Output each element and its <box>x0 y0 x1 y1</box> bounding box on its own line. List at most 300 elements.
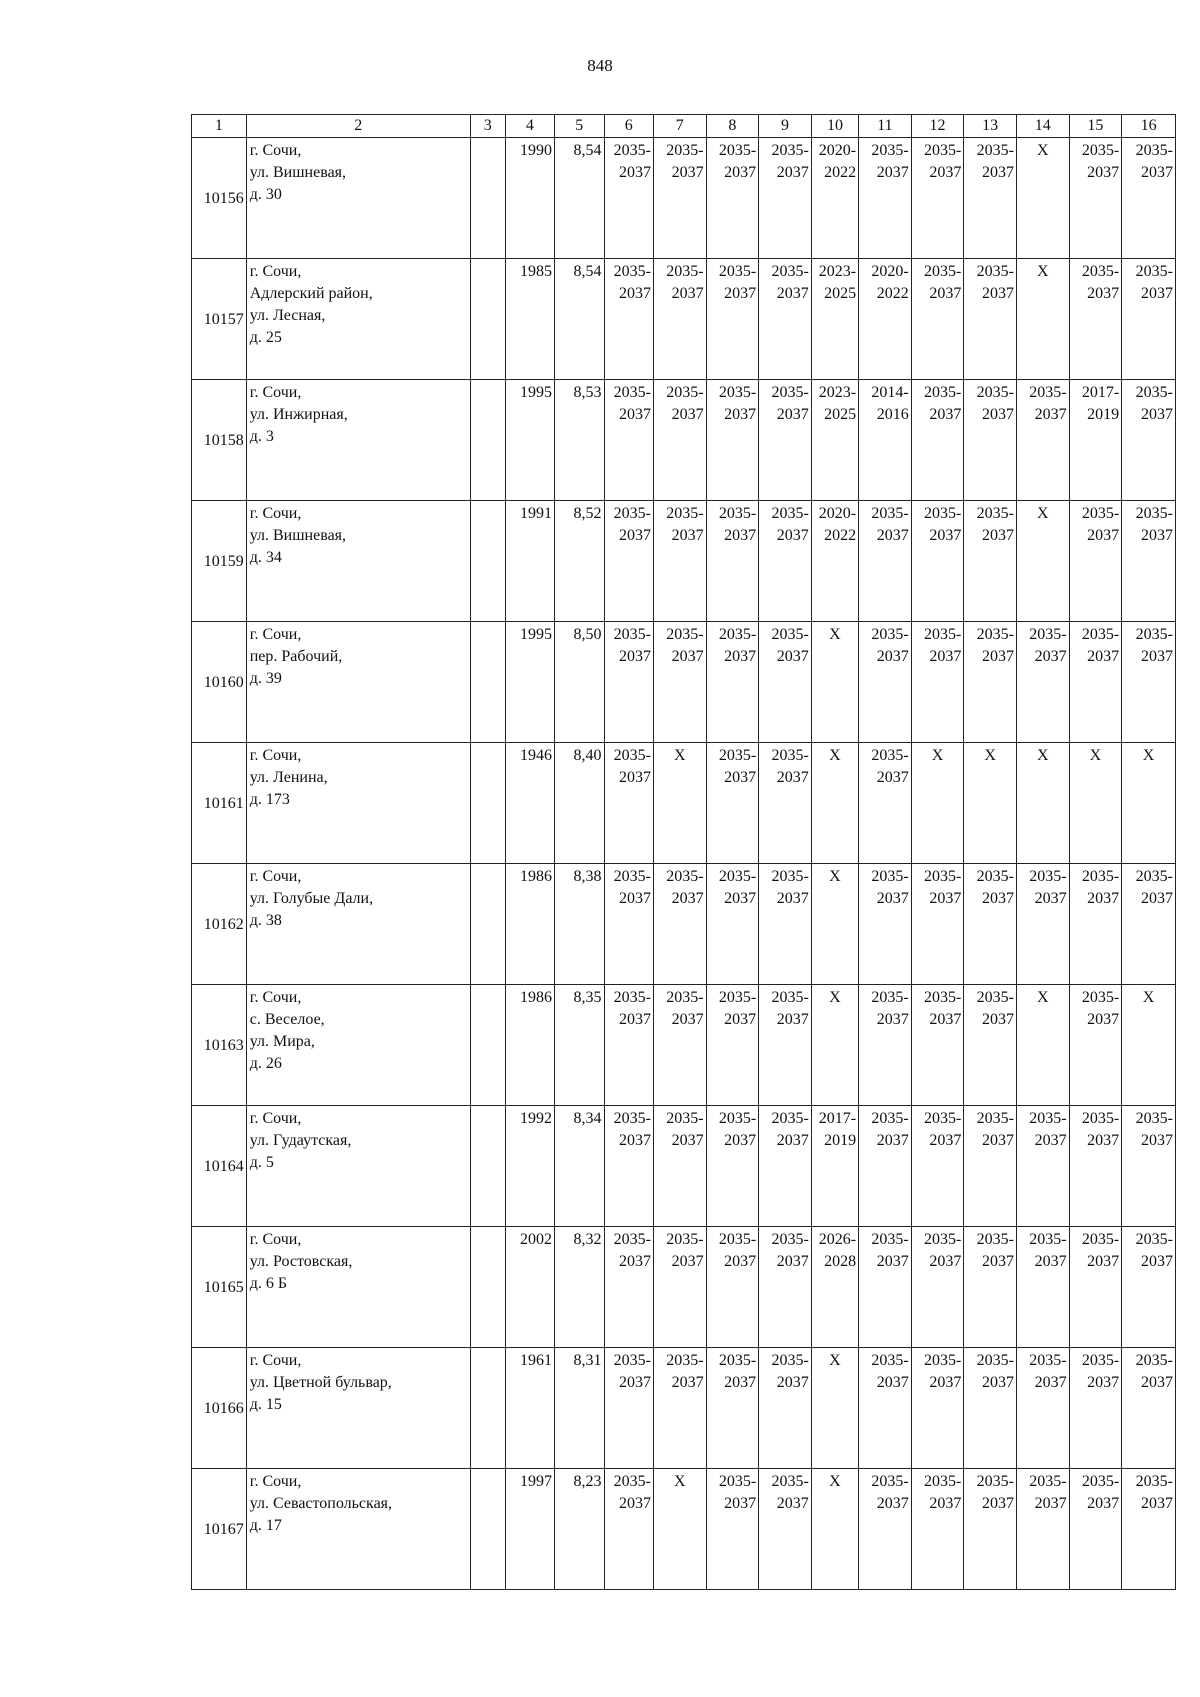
period-start: 2035- <box>1135 505 1173 522</box>
period-cell <box>859 622 912 743</box>
period-start: 2035- <box>1081 1352 1120 1369</box>
period-cell <box>653 380 706 501</box>
period-end: 2037 <box>981 164 1014 181</box>
period-start: 2023- <box>818 263 857 280</box>
period-cell <box>653 1348 706 1469</box>
period-end: 2037 <box>724 285 757 302</box>
period-cell <box>811 138 858 259</box>
period-cell <box>1069 1348 1122 1469</box>
period-cell <box>653 622 706 743</box>
period-end: 2037 <box>929 1011 962 1028</box>
period-cell <box>759 1469 812 1590</box>
period-start: 2035- <box>1135 1110 1173 1127</box>
period-start: 2035- <box>613 989 651 1006</box>
period-start: 2014- <box>871 384 909 401</box>
column-header-13: 13 <box>964 115 1017 138</box>
period-cell <box>911 501 964 622</box>
period-end: 2037 <box>1141 527 1173 544</box>
period-cell <box>604 380 653 501</box>
period-end: 2037 <box>776 1132 809 1149</box>
period-start: 2035- <box>613 626 651 643</box>
period-start: 2035- <box>976 868 1014 885</box>
address-line: ул. Мира, <box>249 1033 315 1050</box>
column-3-cell <box>470 138 505 259</box>
period-cell <box>604 1227 653 1348</box>
period-cell <box>604 743 653 864</box>
record-number: 10161 <box>192 743 247 864</box>
period-cell <box>1122 1106 1176 1227</box>
column-3-cell <box>470 1106 505 1227</box>
period-end: 2037 <box>1087 1011 1120 1028</box>
period-cell <box>759 380 812 501</box>
period-end: 2037 <box>876 1011 909 1028</box>
column-3-cell <box>470 1469 505 1590</box>
column-header-8: 8 <box>706 115 759 138</box>
address-cell <box>246 380 470 501</box>
period-start: 2035- <box>718 142 757 159</box>
period-end: 2037 <box>981 527 1014 544</box>
header-row <box>192 115 1176 138</box>
year-cell: 1961 <box>505 1348 554 1469</box>
period-cell <box>1016 1227 1069 1348</box>
not-applicable-mark: X <box>1069 743 1122 864</box>
address-cell <box>246 1106 470 1227</box>
period-cell <box>759 622 812 743</box>
period-start: 2035- <box>976 505 1014 522</box>
year-cell: 1985 <box>505 259 554 380</box>
period-cell <box>706 1469 759 1590</box>
period-end: 2037 <box>1034 648 1067 665</box>
period-cell <box>1016 1348 1069 1469</box>
period-end: 2037 <box>618 1253 651 1270</box>
address-line: г. Сочи, <box>249 142 302 159</box>
period-cell <box>911 1469 964 1590</box>
address-cell <box>246 1348 470 1469</box>
address-line: г. Сочи, <box>249 1352 302 1369</box>
record-number: 10159 <box>192 501 247 622</box>
period-cell <box>1069 1469 1122 1590</box>
period-cell <box>706 380 759 501</box>
period-end: 2037 <box>981 406 1014 423</box>
period-cell <box>1069 259 1122 380</box>
period-start: 2035- <box>924 1110 962 1127</box>
value-cell: 8,50 <box>555 622 604 743</box>
address-line: ул. Гудаутская, <box>249 1132 352 1149</box>
address-cell <box>246 743 470 864</box>
period-end: 2037 <box>776 1011 809 1028</box>
period-start: 2035- <box>1081 1231 1120 1248</box>
period-cell <box>706 864 759 985</box>
period-start: 2035- <box>718 384 757 401</box>
period-cell <box>911 1227 964 1348</box>
period-cell <box>1069 1227 1122 1348</box>
column-header-6: 6 <box>604 115 653 138</box>
period-start: 2035- <box>718 626 757 643</box>
period-end: 2037 <box>671 890 704 907</box>
page-number: 848 <box>587 56 613 75</box>
column-3-cell <box>470 622 505 743</box>
period-start: 2035- <box>771 142 809 159</box>
period-start: 2035- <box>871 505 909 522</box>
address-cell <box>246 1469 470 1590</box>
period-end: 2037 <box>1034 890 1067 907</box>
value-cell: 8,52 <box>555 501 604 622</box>
period-end: 2037 <box>1141 1495 1173 1512</box>
period-start: 2035- <box>666 142 704 159</box>
period-end: 2037 <box>724 164 757 181</box>
address-line: д. 6 Б <box>249 1275 288 1292</box>
column-header-1: 1 <box>192 115 247 138</box>
address-line: д. 3 <box>249 428 274 445</box>
record-number: 10158 <box>192 380 247 501</box>
table-row <box>192 138 1176 259</box>
period-end: 2037 <box>776 406 809 423</box>
address-line: ул. Цветной бульвар, <box>249 1374 392 1391</box>
period-start: 2035- <box>1135 142 1173 159</box>
period-start: 2035- <box>1081 263 1120 280</box>
period-cell <box>964 1348 1017 1469</box>
address-line: д. 17 <box>249 1517 282 1534</box>
period-end: 2037 <box>1141 890 1173 907</box>
year-cell: 1991 <box>505 501 554 622</box>
period-start: 2035- <box>1135 626 1173 643</box>
period-cell <box>706 1227 759 1348</box>
period-start: 2035- <box>871 989 909 1006</box>
period-cell <box>604 138 653 259</box>
value-cell: 8,38 <box>555 864 604 985</box>
period-end: 2037 <box>671 1132 704 1149</box>
period-end: 2037 <box>724 1132 757 1149</box>
year-cell: 1990 <box>505 138 554 259</box>
period-end: 2037 <box>876 1253 909 1270</box>
period-cell <box>964 1227 1017 1348</box>
column-header-4: 4 <box>505 115 554 138</box>
period-cell <box>911 1348 964 1469</box>
period-end: 2037 <box>724 527 757 544</box>
period-cell <box>964 864 1017 985</box>
not-applicable-mark: X <box>1016 985 1069 1106</box>
period-cell <box>1069 622 1122 743</box>
period-start: 2035- <box>924 868 962 885</box>
record-number: 10157 <box>192 259 247 380</box>
period-start: 2035- <box>771 1473 809 1490</box>
not-applicable-mark: X <box>1122 743 1176 864</box>
address-line: д. 5 <box>249 1154 274 1171</box>
period-cell <box>1016 1469 1069 1590</box>
period-end: 2037 <box>1141 1253 1173 1270</box>
period-cell <box>706 259 759 380</box>
address-cell <box>246 622 470 743</box>
period-cell <box>811 501 858 622</box>
period-end: 2037 <box>671 1374 704 1391</box>
period-cell <box>859 743 912 864</box>
period-cell <box>759 1227 812 1348</box>
year-cell: 1995 <box>505 380 554 501</box>
period-cell <box>1122 1348 1176 1469</box>
period-end: 2037 <box>724 648 757 665</box>
address-line: г. Сочи, <box>249 505 302 522</box>
value-cell: 8,35 <box>555 985 604 1106</box>
period-cell <box>1122 380 1176 501</box>
not-applicable-mark: X <box>911 743 964 864</box>
address-line: ул. Севастопольская, <box>249 1495 393 1512</box>
address-cell <box>246 138 470 259</box>
address-line: д. 30 <box>249 186 282 203</box>
year-cell: 1992 <box>505 1106 554 1227</box>
period-start: 2035- <box>1029 1352 1067 1369</box>
period-start: 2035- <box>771 505 809 522</box>
period-cell <box>964 380 1017 501</box>
period-start: 2035- <box>771 1231 809 1248</box>
period-end: 2037 <box>618 890 651 907</box>
period-cell <box>1122 1469 1176 1590</box>
period-start: 2035- <box>666 384 704 401</box>
address-line: ул. Вишневая, <box>249 527 347 544</box>
value-cell: 8,40 <box>555 743 604 864</box>
period-end: 2037 <box>929 406 962 423</box>
not-applicable-mark: X <box>1016 501 1069 622</box>
period-cell <box>759 259 812 380</box>
period-cell <box>859 1469 912 1590</box>
column-header-16: 16 <box>1122 115 1176 138</box>
period-cell <box>1122 259 1176 380</box>
period-end: 2037 <box>981 1011 1014 1028</box>
period-cell <box>811 259 858 380</box>
period-cell <box>759 501 812 622</box>
period-start: 2035- <box>1135 263 1173 280</box>
period-start: 2035- <box>771 263 809 280</box>
address-line: г. Сочи, <box>249 989 302 1006</box>
period-cell <box>759 864 812 985</box>
period-end: 2037 <box>1034 1374 1067 1391</box>
address-line: г. Сочи, <box>249 384 302 401</box>
period-start: 2035- <box>924 1231 962 1248</box>
record-number: 10163 <box>192 985 247 1106</box>
table-row <box>192 1469 1176 1590</box>
period-start: 2035- <box>1135 1473 1173 1490</box>
table-header <box>192 115 1176 138</box>
period-end: 2037 <box>1034 406 1067 423</box>
period-cell <box>964 259 1017 380</box>
period-start: 2035- <box>771 384 809 401</box>
period-cell <box>706 1106 759 1227</box>
period-end: 2037 <box>929 648 962 665</box>
period-end: 2037 <box>981 890 1014 907</box>
period-end: 2022 <box>876 285 909 302</box>
period-end: 2037 <box>1087 1253 1120 1270</box>
period-start: 2035- <box>613 868 651 885</box>
period-end: 2028 <box>824 1253 857 1270</box>
period-cell <box>706 985 759 1106</box>
period-end: 2019 <box>1087 406 1120 423</box>
period-end: 2037 <box>929 1253 962 1270</box>
period-end: 2037 <box>1087 527 1120 544</box>
period-cell <box>1069 138 1122 259</box>
not-applicable-mark: X <box>811 864 858 985</box>
period-start: 2035- <box>871 1473 909 1490</box>
record-number: 10160 <box>192 622 247 743</box>
period-cell <box>759 1348 812 1469</box>
period-end: 2037 <box>929 890 962 907</box>
period-cell <box>911 259 964 380</box>
table-body <box>192 138 1176 1590</box>
period-end: 2037 <box>1087 164 1120 181</box>
not-applicable-mark: X <box>811 985 858 1106</box>
period-cell <box>604 622 653 743</box>
year-cell: 1986 <box>505 985 554 1106</box>
year-cell: 1995 <box>505 622 554 743</box>
period-end: 2037 <box>1034 1495 1067 1512</box>
period-cell <box>759 985 812 1106</box>
address-line: ул. Лесная, <box>249 307 326 324</box>
period-start: 2035- <box>613 1473 651 1490</box>
period-start: 2035- <box>1029 384 1067 401</box>
period-end: 2037 <box>929 1495 962 1512</box>
table-row <box>192 622 1176 743</box>
period-cell <box>1069 864 1122 985</box>
column-3-cell <box>470 380 505 501</box>
period-end: 2037 <box>724 1495 757 1512</box>
period-end: 2037 <box>776 1495 809 1512</box>
not-applicable-mark: X <box>1016 743 1069 864</box>
not-applicable-mark: X <box>1122 985 1176 1106</box>
period-start: 2035- <box>666 1231 704 1248</box>
column-3-cell <box>470 743 505 864</box>
period-cell <box>1122 864 1176 985</box>
period-cell <box>1122 1227 1176 1348</box>
period-start: 2026- <box>818 1231 857 1248</box>
record-number: 10156 <box>192 138 247 259</box>
period-cell <box>859 1106 912 1227</box>
period-cell <box>859 985 912 1106</box>
column-3-cell <box>470 985 505 1106</box>
period-cell <box>1016 380 1069 501</box>
period-start: 2035- <box>718 263 757 280</box>
address-line: г. Сочи, <box>249 263 302 280</box>
not-applicable-mark: X <box>964 743 1017 864</box>
column-3-cell <box>470 864 505 985</box>
value-cell: 8,54 <box>555 138 604 259</box>
column-header-5: 5 <box>555 115 604 138</box>
period-start: 2035- <box>924 263 962 280</box>
table-row <box>192 259 1176 380</box>
period-end: 2037 <box>776 1253 809 1270</box>
address-line: д. 38 <box>249 912 282 929</box>
period-end: 2022 <box>824 527 857 544</box>
address-cell <box>246 1227 470 1348</box>
period-end: 2037 <box>876 1374 909 1391</box>
period-cell <box>964 1469 1017 1590</box>
period-end: 2037 <box>1087 1495 1120 1512</box>
value-cell: 8,32 <box>555 1227 604 1348</box>
period-start: 2035- <box>666 1110 704 1127</box>
period-cell <box>811 380 858 501</box>
period-start: 2035- <box>613 263 651 280</box>
address-line: ул. Инжирная, <box>249 406 348 423</box>
period-cell <box>859 138 912 259</box>
period-end: 2037 <box>618 527 651 544</box>
record-number: 10162 <box>192 864 247 985</box>
table-row <box>192 501 1176 622</box>
period-start: 2035- <box>613 384 651 401</box>
period-cell <box>653 985 706 1106</box>
period-start: 2035- <box>771 989 809 1006</box>
period-end: 2037 <box>724 406 757 423</box>
period-end: 2037 <box>929 164 962 181</box>
period-end: 2037 <box>724 1253 757 1270</box>
table-row <box>192 743 1176 864</box>
period-start: 2035- <box>976 1110 1014 1127</box>
period-start: 2035- <box>924 142 962 159</box>
period-start: 2035- <box>871 1110 909 1127</box>
address-line: пер. Рабочий, <box>249 648 343 665</box>
not-applicable-mark: X <box>1016 138 1069 259</box>
address-line: д. 25 <box>249 329 282 346</box>
period-start: 2035- <box>666 505 704 522</box>
column-header-7: 7 <box>653 115 706 138</box>
period-end: 2037 <box>981 648 1014 665</box>
period-cell <box>911 1106 964 1227</box>
period-start: 2035- <box>976 384 1014 401</box>
period-end: 2037 <box>776 1374 809 1391</box>
period-cell <box>653 501 706 622</box>
value-cell: 8,54 <box>555 259 604 380</box>
period-start: 2035- <box>771 626 809 643</box>
period-cell <box>859 1348 912 1469</box>
period-cell <box>1016 864 1069 985</box>
year-cell: 1997 <box>505 1469 554 1590</box>
period-end: 2037 <box>776 164 809 181</box>
period-end: 2037 <box>929 527 962 544</box>
period-cell <box>859 501 912 622</box>
period-end: 2037 <box>929 1132 962 1149</box>
period-cell <box>911 138 964 259</box>
period-end: 2037 <box>776 285 809 302</box>
period-cell <box>604 1469 653 1590</box>
period-end: 2037 <box>1034 1132 1067 1149</box>
period-cell <box>964 622 1017 743</box>
period-end: 2037 <box>776 890 809 907</box>
period-start: 2035- <box>666 1352 704 1369</box>
period-cell <box>911 622 964 743</box>
period-cell <box>859 259 912 380</box>
column-3-cell <box>470 501 505 622</box>
period-end: 2037 <box>876 1132 909 1149</box>
period-start: 2035- <box>771 747 809 764</box>
period-start: 2035- <box>1081 142 1120 159</box>
period-cell <box>706 622 759 743</box>
period-start: 2035- <box>976 626 1014 643</box>
not-applicable-mark: X <box>811 743 858 864</box>
period-end: 2037 <box>671 1011 704 1028</box>
not-applicable-mark: X <box>811 1348 858 1469</box>
value-cell: 8,31 <box>555 1348 604 1469</box>
period-start: 2035- <box>1081 868 1120 885</box>
period-cell <box>1122 622 1176 743</box>
table-row <box>192 1227 1176 1348</box>
period-start: 2035- <box>1029 1110 1067 1127</box>
not-applicable-mark: X <box>653 1469 706 1590</box>
period-start: 2035- <box>718 1110 757 1127</box>
column-header-12: 12 <box>911 115 964 138</box>
period-cell <box>964 501 1017 622</box>
period-start: 2035- <box>871 142 909 159</box>
period-start: 2035- <box>976 989 1014 1006</box>
address-line: д. 34 <box>249 549 282 566</box>
period-start: 2035- <box>613 747 651 764</box>
period-cell <box>706 1348 759 1469</box>
period-end: 2037 <box>1087 285 1120 302</box>
